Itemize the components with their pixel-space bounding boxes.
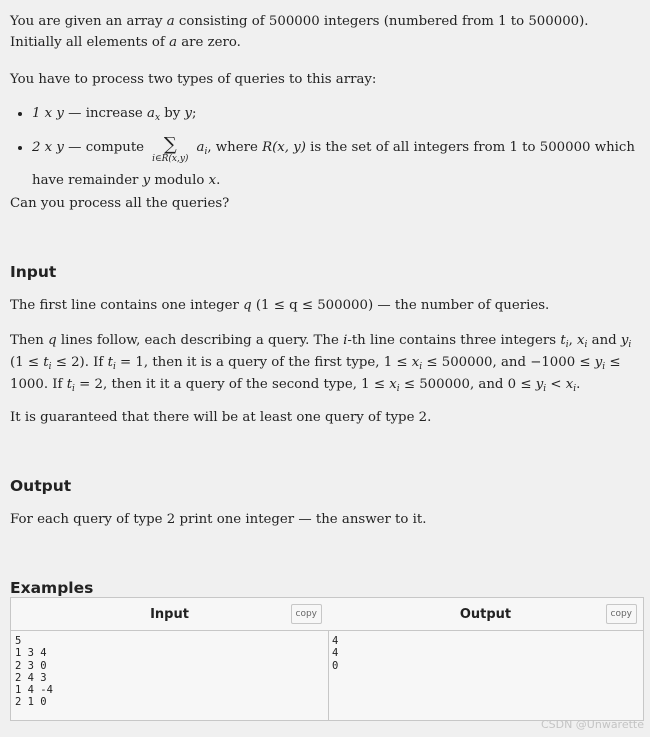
text: 1 ≤ bbox=[383, 355, 412, 370]
example-input-header bbox=[11, 598, 328, 631]
text: The first line contains one integer bbox=[10, 298, 244, 313]
math-var: y bbox=[142, 172, 151, 188]
text: (1 ≤ bbox=[10, 355, 44, 370]
output-header-label: Output bbox=[459, 607, 512, 622]
example-output-column bbox=[328, 598, 643, 720]
input-section-title: Input bbox=[10, 263, 57, 281]
query-types-list bbox=[10, 104, 650, 197]
text: ≤ 1000. If bbox=[10, 355, 621, 392]
text: You are given an array bbox=[10, 14, 167, 29]
math-var: t bbox=[560, 333, 566, 348]
text: ≤ 500000, and 0 ≤ bbox=[399, 377, 536, 392]
output-section-title: Output bbox=[10, 477, 72, 495]
text: . bbox=[576, 377, 581, 392]
math-var: a bbox=[166, 14, 175, 29]
text: ≤ 500000, and −1000 ≤ bbox=[422, 355, 595, 370]
text: Then bbox=[10, 333, 49, 348]
math-var: x bbox=[577, 333, 585, 348]
math-var: x bbox=[208, 172, 217, 188]
statement-paragraph-2: You have to process two types of queries to this array: bbox=[10, 72, 377, 87]
list-item bbox=[32, 131, 650, 197]
math-var: y bbox=[620, 333, 629, 348]
math-expr: 1 x y bbox=[32, 106, 64, 121]
text: modulo bbox=[150, 172, 209, 188]
examples-section-title: Examples bbox=[10, 579, 94, 597]
text: is the set of all integers from 1 to 500000 which have remainder bbox=[32, 139, 635, 188]
input-header-label: Input bbox=[150, 607, 189, 622]
text: 1 ≤ bbox=[361, 377, 390, 392]
sum-subscript: i∈R(x,y) bbox=[152, 154, 189, 165]
text: -th line contains three integers bbox=[347, 333, 561, 348]
example-output-header bbox=[328, 598, 643, 631]
text: lines follow, each describing a query. The bbox=[56, 333, 344, 348]
text: — increase bbox=[63, 106, 148, 121]
text: ≤ 2). If bbox=[51, 355, 108, 370]
text: = 1, then it is a query of the first type, bbox=[115, 355, 384, 370]
text: = 2, then it it a query of the second type, bbox=[74, 377, 362, 392]
example-input-text[interactable]: 5 1 3 4 2 3 0 2 4 3 1 4 -4 2 1 0 bbox=[15, 635, 53, 709]
copy-output-button[interactable]: copy bbox=[606, 604, 638, 624]
math-expr: R(x, y) bbox=[262, 139, 306, 155]
math-var: a bbox=[147, 106, 155, 121]
sum-sign: ∑ bbox=[163, 134, 177, 156]
math-var: a bbox=[196, 139, 205, 155]
input-paragraph-1 bbox=[10, 296, 549, 317]
text: . bbox=[216, 172, 221, 188]
math-expr: 2 x y bbox=[32, 139, 64, 155]
statement-paragraph-3: Can you process all the queries? bbox=[10, 196, 230, 211]
text: < bbox=[546, 377, 566, 392]
text: — the number of queries. bbox=[373, 298, 550, 313]
examples-table bbox=[10, 597, 644, 721]
text: by bbox=[160, 106, 185, 121]
math-var: a bbox=[169, 34, 178, 50]
list-item bbox=[32, 104, 650, 125]
text: ; bbox=[192, 106, 197, 121]
text: — compute bbox=[63, 139, 149, 155]
input-paragraph-2: Then q lines follow, each describing a query. The i-th line contains three integers $t_i$, $x_i$ and $y_i$ $(1 \le t_i \le 2)$. If $t_i = 1$, then it is a query of the first type, $1 \le x_i \le 500000$, and $-1000 \le y_i \le 1000$. If $t_i = 2$, then it it a query of the second type, $1 \le x_i \le 500000$, and $0 \le y_i < x_i$. bbox=[10, 333, 632, 394]
math-var: q bbox=[48, 333, 57, 348]
copy-input-button[interactable]: copy bbox=[291, 604, 323, 624]
text: and bbox=[587, 333, 621, 348]
example-input-column bbox=[11, 598, 329, 720]
summation bbox=[148, 136, 192, 164]
example-output-text[interactable]: 4 4 0 bbox=[332, 635, 339, 672]
math-sub: x bbox=[154, 113, 161, 123]
statement-paragraph-1 bbox=[10, 12, 630, 53]
math-var: y bbox=[184, 106, 193, 121]
math-var: q bbox=[243, 298, 252, 313]
text: consisting of 500000 integers (numbered from 1 to 500000). Initially all elements of bbox=[10, 14, 589, 50]
text: , where bbox=[207, 139, 263, 155]
output-paragraph-1: For each query of type 2 print one integer — the answer to it. bbox=[10, 512, 427, 527]
input-paragraph-3: It is guaranteed that there will be at least one query of type 2. bbox=[10, 410, 432, 425]
math-sub: i bbox=[204, 146, 208, 157]
watermark: CSDN @Unwarette bbox=[540, 717, 644, 731]
text: are zero. bbox=[177, 34, 241, 50]
math-var: i bbox=[343, 333, 348, 348]
math-expr: (1 ≤ q ≤ 500000) bbox=[251, 298, 374, 313]
